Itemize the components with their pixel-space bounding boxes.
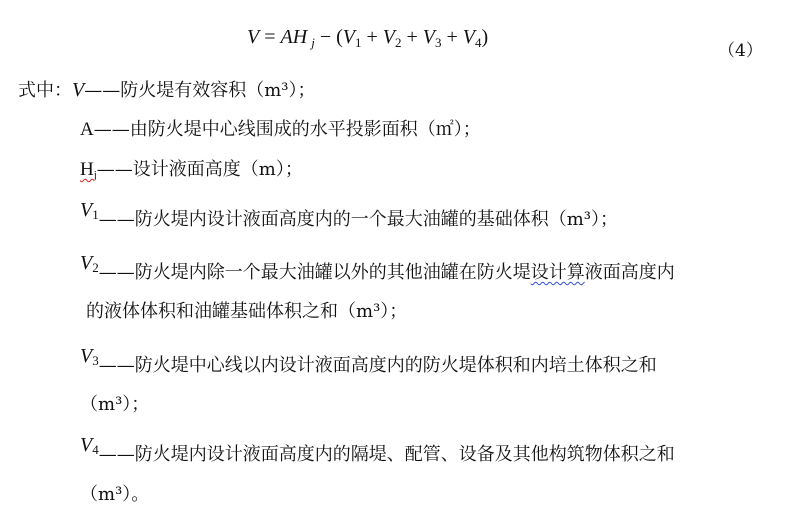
- symbol-v1: $V_1$: [80, 199, 99, 222]
- symbol-v2: $V_2$: [80, 252, 99, 275]
- definition-v2-continued: 的液体体积和油罐基础体积之和（m³）；: [86, 301, 408, 322]
- definition-hj: $H_j——$设计液面高度（m）；: [80, 159, 303, 181]
- volume-formula: V = AH $_j - (V_1 + V_2 + V_3 + V_4)$: [247, 26, 489, 50]
- definition-v3: $V_3——$防火堤中心线以内设计液面高度内的防火堤体积和内培土体积之和: [80, 345, 657, 376]
- definition-v1: $V_1——$防火堤内设计液面高度内的一个最大油罐的基础体积（m³）；: [80, 199, 619, 230]
- where-label: 式中：: [18, 80, 72, 101]
- symbol-v3: $V_3$: [80, 345, 99, 368]
- definition-v2: $V_2——$防火堤内除一个最大油罐以外的其他油罐在防火堤设计算液面高度内: [80, 252, 675, 283]
- symbol-hj: $H_j$: [80, 159, 97, 181]
- symbol-v4: $V_4$: [80, 434, 99, 457]
- equation-number: （4）: [718, 41, 763, 61]
- spellcheck-underline: 设计算: [530, 262, 585, 283]
- definition-v4-continued: （m³）。: [80, 484, 150, 505]
- definition-v: 式中：V——防火堤有效容积（m³）；: [18, 79, 316, 101]
- definition-a: A——由防火堤中心线围成的水平投影面积（㎡）；: [80, 119, 481, 140]
- definition-v3-continued: （m³）；: [80, 394, 150, 415]
- definition-v4: $V_4——$防火堤内设计液面高度内的隔堤、配管、设备及其他构筑物体积之和: [80, 434, 675, 465]
